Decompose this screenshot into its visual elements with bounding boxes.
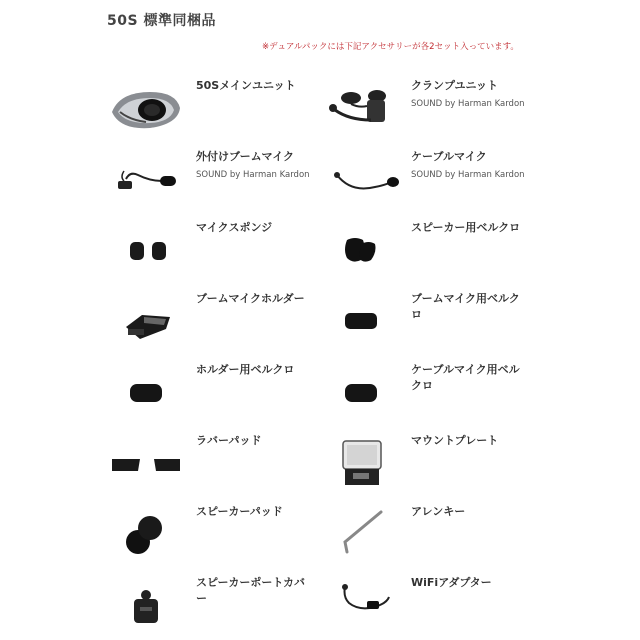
cable-mic-icon [315, 141, 407, 211]
item-name: クランプユニット [411, 79, 499, 92]
item-name: スピーカーパッド [196, 505, 283, 518]
item-rubber-pad [100, 425, 315, 495]
item-wifi-adapter [315, 567, 530, 637]
clamp-unit-icon [315, 70, 407, 140]
item-mic-sponge [100, 212, 315, 282]
item-speaker-velcro [315, 212, 530, 282]
item-speaker-port-cover [100, 567, 315, 637]
item-clamp-unit [315, 70, 530, 140]
item-mount-plate [315, 425, 530, 495]
item-name: スピーカーポートカバー [196, 576, 306, 605]
item-name: ケーブルマイク用ベルクロ [411, 363, 520, 392]
boom-mic-icon [100, 141, 192, 211]
item-boom-mic-velcro [315, 283, 530, 353]
item-main-unit [100, 70, 315, 140]
item-name: アレンキー [411, 505, 466, 518]
speaker-pad-icon [100, 496, 192, 566]
item-cable-mic-velcro [315, 354, 530, 424]
item-boom-mic [100, 141, 315, 211]
item-speaker-pad [100, 496, 315, 566]
item-name: ホルダー用ベルクロ [196, 363, 295, 376]
item-name: ラバーパッド [196, 434, 262, 447]
item-boom-mic-holder [100, 283, 315, 353]
item-name: マウントプレート [411, 434, 499, 447]
speaker-velcro-icon [315, 212, 407, 282]
item-name: 外付けブームマイク [196, 150, 295, 163]
item-sub: SOUND by Harman Kardon [196, 170, 310, 180]
item-name: WiFiアダプター [411, 576, 492, 589]
main-unit-icon [100, 70, 192, 140]
item-name: 50Sメインユニット [196, 79, 296, 92]
holder-velcro-icon [100, 354, 192, 424]
item-name: ブームマイクホルダー [196, 292, 305, 305]
item-allen-key [315, 496, 530, 566]
speaker-port-cover-icon [100, 567, 192, 637]
item-name: ブームマイク用ベルクロ [411, 292, 520, 321]
boom-mic-holder-icon [100, 283, 192, 353]
allen-key-icon [315, 496, 407, 566]
boom-mic-velcro-icon [315, 283, 407, 353]
item-sub: SOUND by Harman Kardon [411, 170, 525, 180]
wifi-adapter-icon [315, 567, 407, 637]
item-cable-mic [315, 141, 530, 211]
item-holder-velcro [100, 354, 315, 424]
mic-sponge-icon [100, 212, 192, 282]
page-title: 50S 標準同梱品 [107, 13, 216, 29]
dual-pack-note: ※デュアルパックには下記アクセサリーが各2セット入っています。 [262, 42, 519, 52]
cable-mic-velcro-icon [315, 354, 407, 424]
item-sub: SOUND by Harman Kardon [411, 99, 525, 109]
item-name: マイクスポンジ [196, 221, 273, 234]
item-name: ケーブルマイク [411, 150, 487, 163]
rubber-pad-icon [100, 425, 192, 495]
mount-plate-icon [315, 425, 407, 495]
item-name: スピーカー用ベルクロ [411, 221, 521, 234]
